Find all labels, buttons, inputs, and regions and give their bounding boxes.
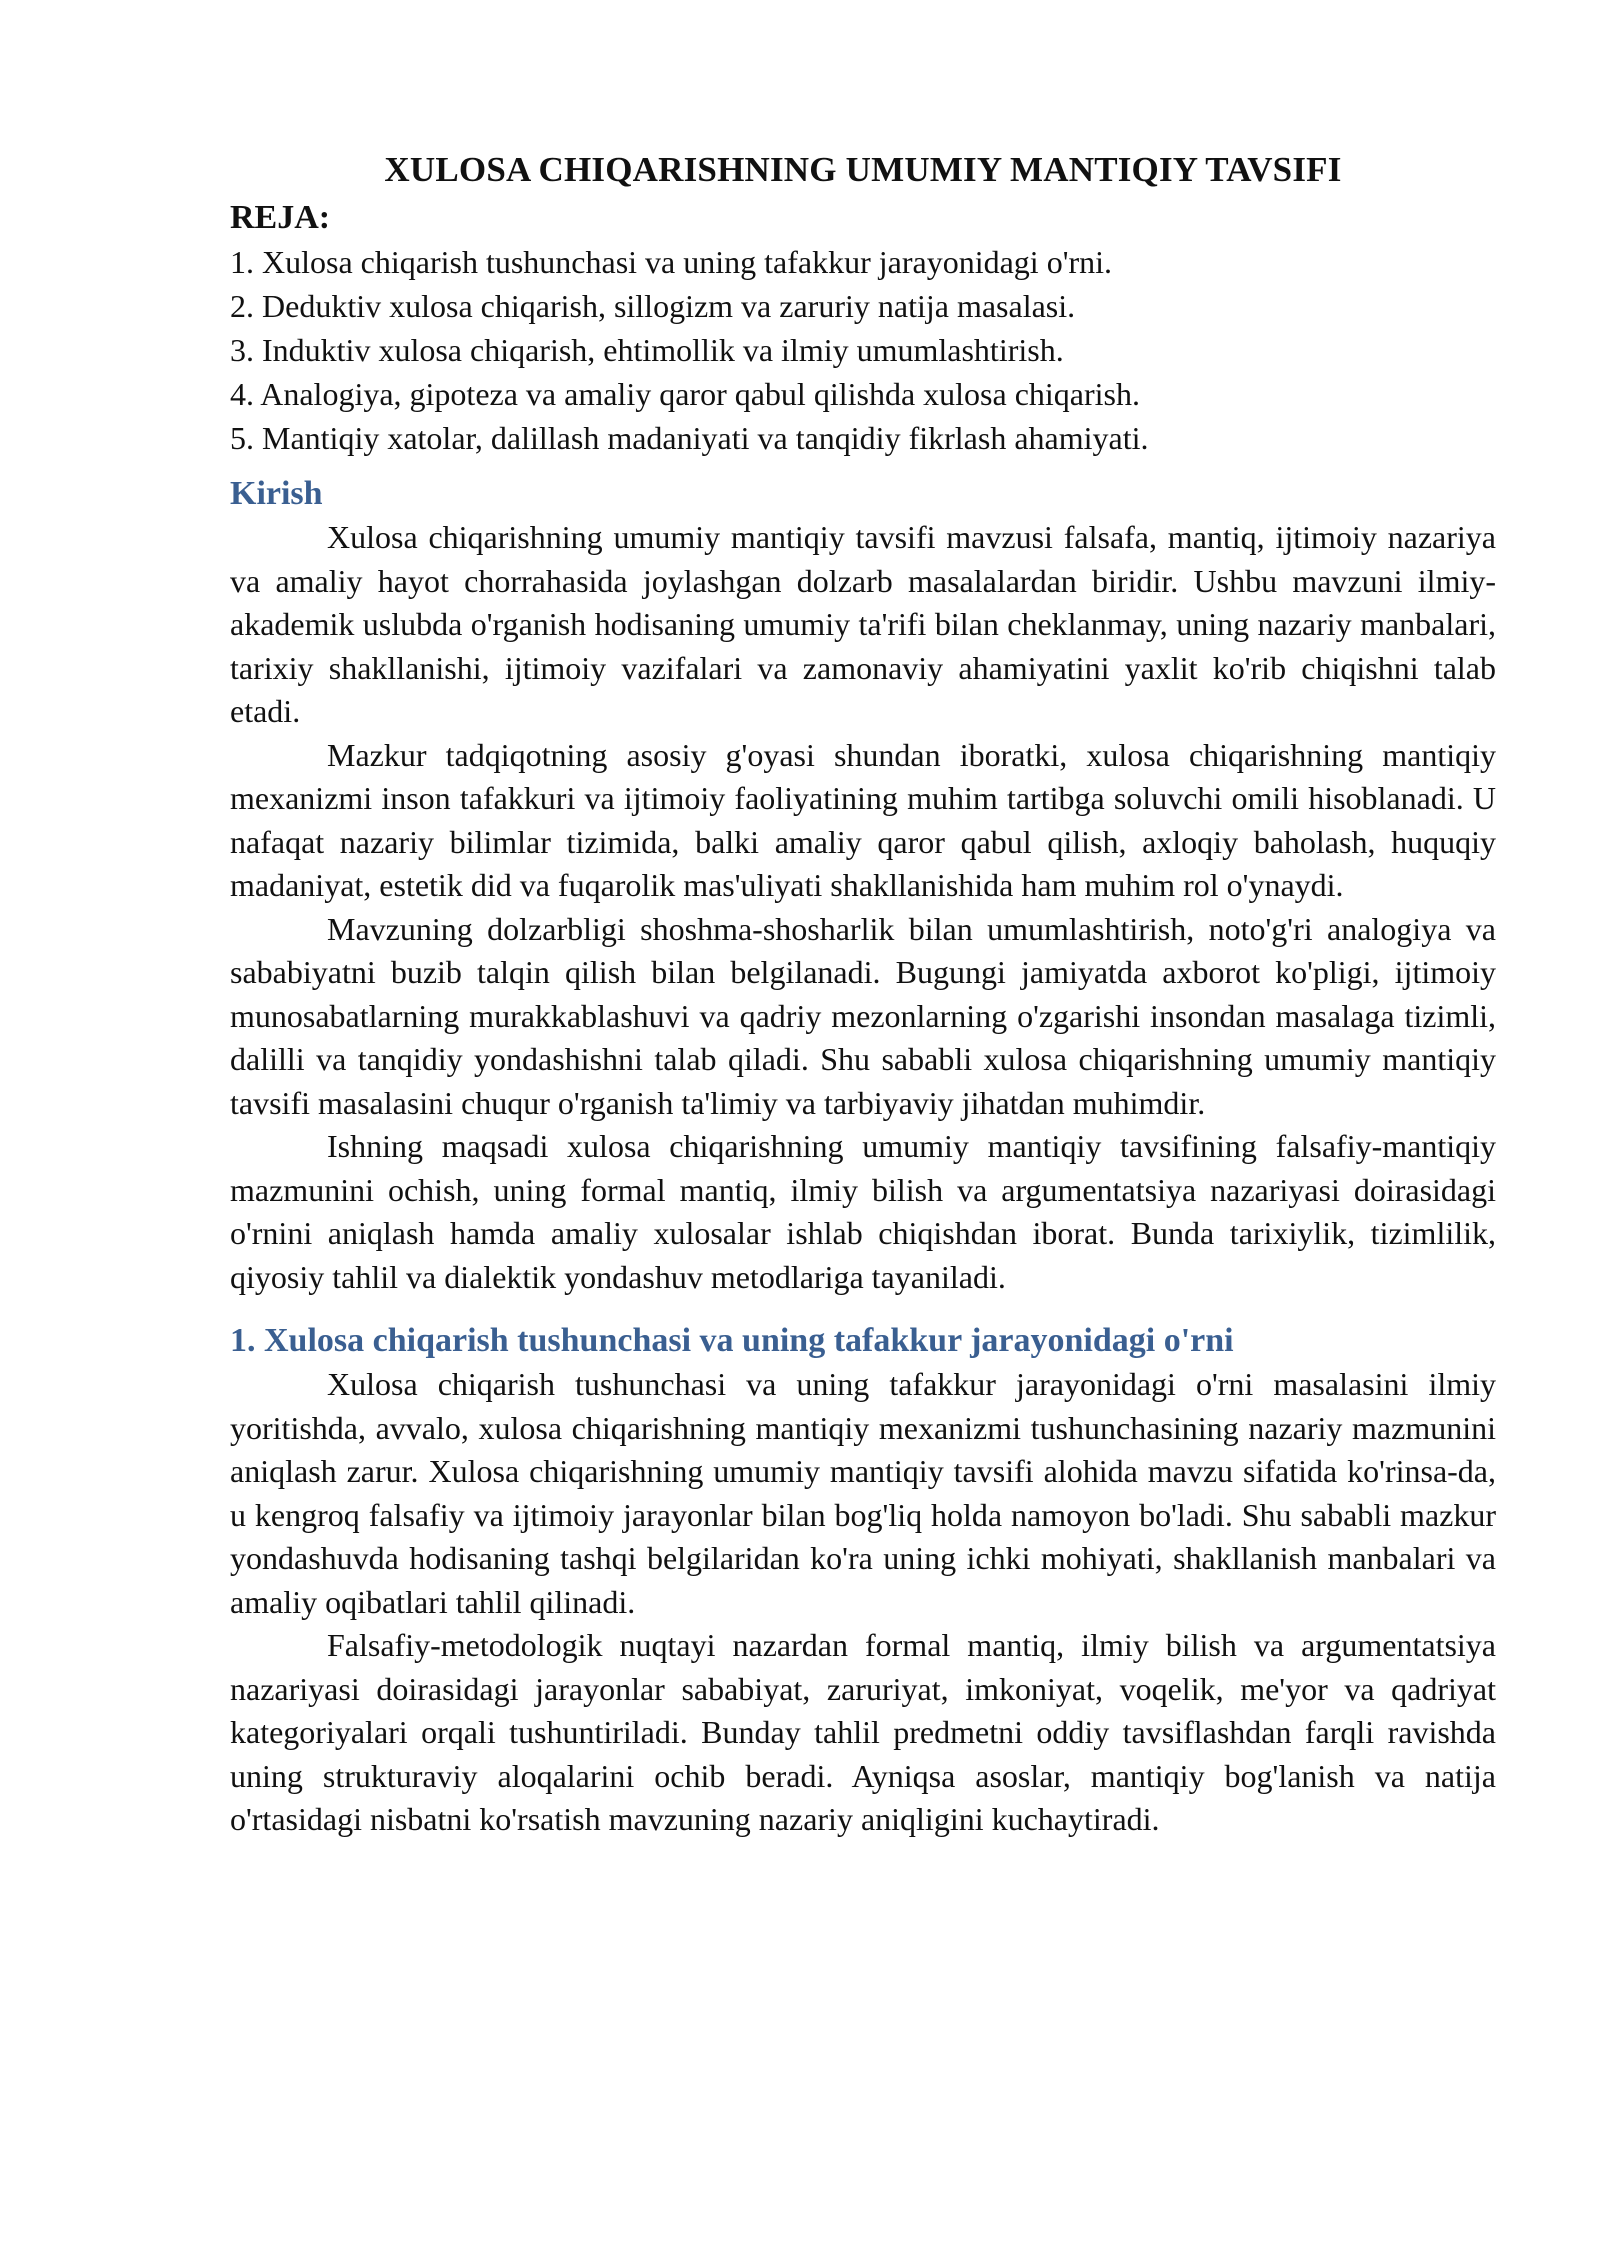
plan-item: 3. Induktiv xulosa chiqarish, ehtimollik va ilmiy umumlashtirish.: [230, 332, 1064, 368]
paragraph: Mavzuning dolzarbligi shoshma-shosharlik bilan umumlashtirish, noto'g'ri analogiya va sababiyatni buzib talqin qilish bilan belgilanadi. Bugungi jamiyatda axborot ko'pligi, ijtimoiy munosabatlarning murakkablashuvi va qadriy mezonlarning o'zgarishi insondan masalaga tizimli, dalilli va tanqidiy yondashishni talab qiladi. Shu sababli xulosa chiqarishning umumiy mantiqiy tavsifi masalasini chuqur o'rganish ta'limiy va tarbiyaviy jihatdan muhimdir.: [230, 910, 1496, 1121]
document-title: XULOSA CHIQARISHNING UMUMIY MANTIQIY TAVSIFI: [384, 150, 1342, 189]
paragraph: Xulosa chiqarish tushunchasi va uning tafakkur jarayonidagi o'rni masalasini ilmiy yoritishda, avvalo, xulosa chiqarishning mantiqiy mexanizmi tushunchasining nazariy mazmunini aniqlash zarur. Xulosa chiqarishning umumiy mantiqiy tavsifi alohida mavzu sifatida ko'rinsa-da, u kengroq falsafiy va ijtimoiy jarayonlar bilan bog'liq holda namoyon bo'ladi. Shu sababli mazkur yondashuvda hodisaning tashqi belgilaridan ko'ra uning ichki mohiyati, shakllanish manbalari va amaliy oqibatlari tahlil qilinadi.: [230, 1366, 1496, 1620]
paragraph: Falsafiy-metodologik nuqtayi nazardan formal mantiq, ilmiy bilish va argumentatsiya nazariyasi doirasidagi jarayonlar sababiyat, zaruriyat, imkoniyat, voqelik, me'yor va qadriyat kategoriyalari orqali tushuntiriladi. Bunday tahlil predmetni oddiy tavsiflashdan farqli ravishda uning strukturaviy aloqalarini ochib beradi. Ayniqsa asoslar, mantiqiy bog'lanish va natija o'rtasidagi nisbatni ko'rsatish mavzuning nazariy aniqligini kuchaytiradi.: [230, 1627, 1496, 1837]
plan-heading: REJA:: [230, 199, 331, 236]
plan-list: [230, 240, 1496, 460]
plan-item: 4. Analogiya, gipoteza va amaliy qaror qabul qilishda xulosa chiqarish.: [230, 376, 1140, 412]
paragraph: Mazkur tadqiqotning asosiy g'oyasi shundan iboratki, xulosa chiqarishning mantiqiy mexanizmi inson tafakkuri va ijtimoiy faoliyatining muhim tartibga soluvchi omili hisoblanadi. U nafaqat nazariy bilimlar tizimida, balki amaliy qaror qabul qilish, axloqiy baholash, huquqiy madaniyat, estetik did va fuqarolik mas'uliyati shakllanishida ham muhim rol o'ynaydi.: [230, 736, 1496, 903]
paragraph: Ishning maqsadi xulosa chiqarishning umumiy mantiqiy tavsifining falsafiy-mantiqiy mazmunini ochish, uning formal mantiq, ilmiy bilish va argumentatsiya nazariyasi doirasidagi o'rnini aniqlash hamda amaliy xulosalar ishlab chiqishdan iborat. Bunda tarixiylik, tizimlilik, qiyosiy tahlil va dialektik yondashuv metodlariga tayaniladi.: [230, 1128, 1496, 1295]
plan-item: 1. Xulosa chiqarish tushunchasi va uning tafakkur jarayonidagi o'rni.: [230, 244, 1112, 280]
section-heading-introduction: Kirish: [230, 475, 323, 512]
plan-item: 5. Mantiqiy xatolar, dalillash madaniyati va tanqidiy fikrlash ahamiyati.: [230, 420, 1149, 456]
document-page: [230, 148, 1496, 1842]
paragraph: Xulosa chiqarishning umumiy mantiqiy tavsifi mavzusi falsafa, mantiq, ijtimoiy nazariya va amaliy hayot chorrahasida joylashgan dolzarb masalalardan biridir. Ushbu mavzuni ilmiy-akademik uslubda o'rganish hodisaning umumiy ta'rifi bilan cheklanmay, uning nazariy manbalari, tarixiy shakllanishi, ijtimoiy vazifalari va zamonaviy ahamiyatini yaxlit ko'rib chiqishni talab etadi.: [230, 519, 1496, 729]
section-heading-1: 1. Xulosa chiqarish tushunchasi va uning tafakkur jarayonidagi o'rni: [230, 1322, 1234, 1359]
plan-item: 2. Deduktiv xulosa chiqarish, sillogizm va zaruriy natija masalasi.: [230, 288, 1076, 324]
